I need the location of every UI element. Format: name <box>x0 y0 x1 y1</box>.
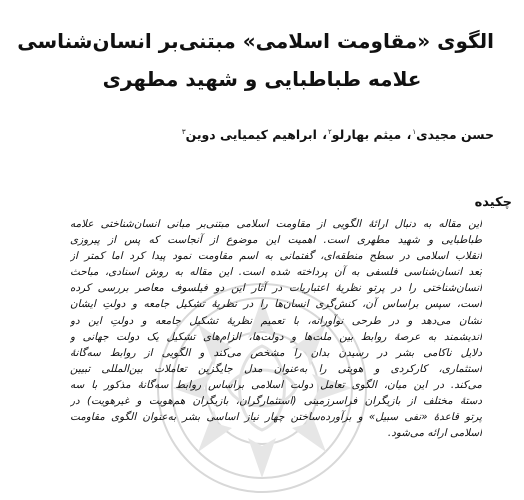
author-mark-3: ۳ <box>181 127 186 136</box>
abstract-line: دستهٔ مختلف از بازیگران فراسرزمینی (استثمارگران، بازیگران هم‌هویت و غیرهویت) در <box>70 395 482 408</box>
author-name-1: حسن مجیدی <box>416 127 494 142</box>
author-separator: ، <box>406 127 412 142</box>
abstract-line: بُعد انسان‌شناسی فلسفی به آن پرداخته شده است. این مقاله به روش اسنادی، مباحث <box>70 266 482 279</box>
paper-title-line-2: علامه طباطبایی و شهید مطهری <box>102 67 422 91</box>
abstract-line: می‌کند. در این میان، الگوی تعامل دولت اسلامی براساس روابط سه‌گانهٔ مذکور با سه <box>70 378 482 391</box>
abstract-line: پرتو قاعدهٔ «نفی سبیل» و برآورده‌ساختن چهار نیاز اساسی بشر به‌عنوان الگوی مقاومت <box>70 411 482 424</box>
abstract-heading: چکیده <box>474 195 512 210</box>
abstract-body <box>70 216 482 441</box>
abstract-line: اسلامی ارائه می‌شود. <box>387 427 482 440</box>
author-mark-2: ۲ <box>328 127 332 136</box>
abstract-line: این مقاله به دنبال ارائهٔ الگویی از مقاومت اسلامی مبتنی‌بر مبانی انسان‌شناختی علامه <box>70 218 482 230</box>
abstract-line: دلایل ناکامی بشر در رسیدن بدان را مشخص می‌کند و الگویی از روابط سه‌گانهٔ <box>70 346 482 359</box>
abstract-line: طباطبایی و شهید مطهری است. اهمیت این موضوع از آنجاست که پس از پیروزی <box>70 234 482 247</box>
abstract-line: انسان‌شناختی را در پرتو نظریهٔ اعتباریات در آثار این دو فیلسوف معاصر بررسی کرده <box>70 282 482 295</box>
author-name-3: ابراهیم کیمیایی دوین <box>185 127 317 142</box>
paper-title-line-1: الگوی «مقاومت اسلامی» مبتنی‌بر انسان‌شناسی <box>17 29 494 53</box>
author-name-2: میثم بهارلو <box>331 127 402 142</box>
abstract-line: اندیشمند به عرصهٔ روابط بین ملت‌ها و دولت‌ها، الزام‌های تشکیل یک دولت جهانی و <box>70 330 482 343</box>
author-mark-1: ۱ <box>412 127 417 136</box>
author-separator: ، <box>322 127 328 142</box>
abstract-line: است، سپس براساس آن، کنش‌گری انسان‌ها را در نظریهٔ تشکیل جامعه و دولتِ ایشان <box>70 298 482 311</box>
abstract-line: استثماری، کارکردی و هویتی را به‌عنوان مدل جایگزین تعاملات بین‌المللی تبیین <box>70 362 482 375</box>
abstract-line: انقلاب اسلامی در سطح منطقه‌ای، گفتمانی به اسم مقاومت نمود پیدا کرد اما کمتر از <box>70 250 482 263</box>
author-list <box>182 126 494 144</box>
abstract-line: نشان می‌دهد و در طرحی نوآورانه، با تعمیم نظریهٔ تشکیل جامعه و دولتِ این دو <box>70 314 482 327</box>
